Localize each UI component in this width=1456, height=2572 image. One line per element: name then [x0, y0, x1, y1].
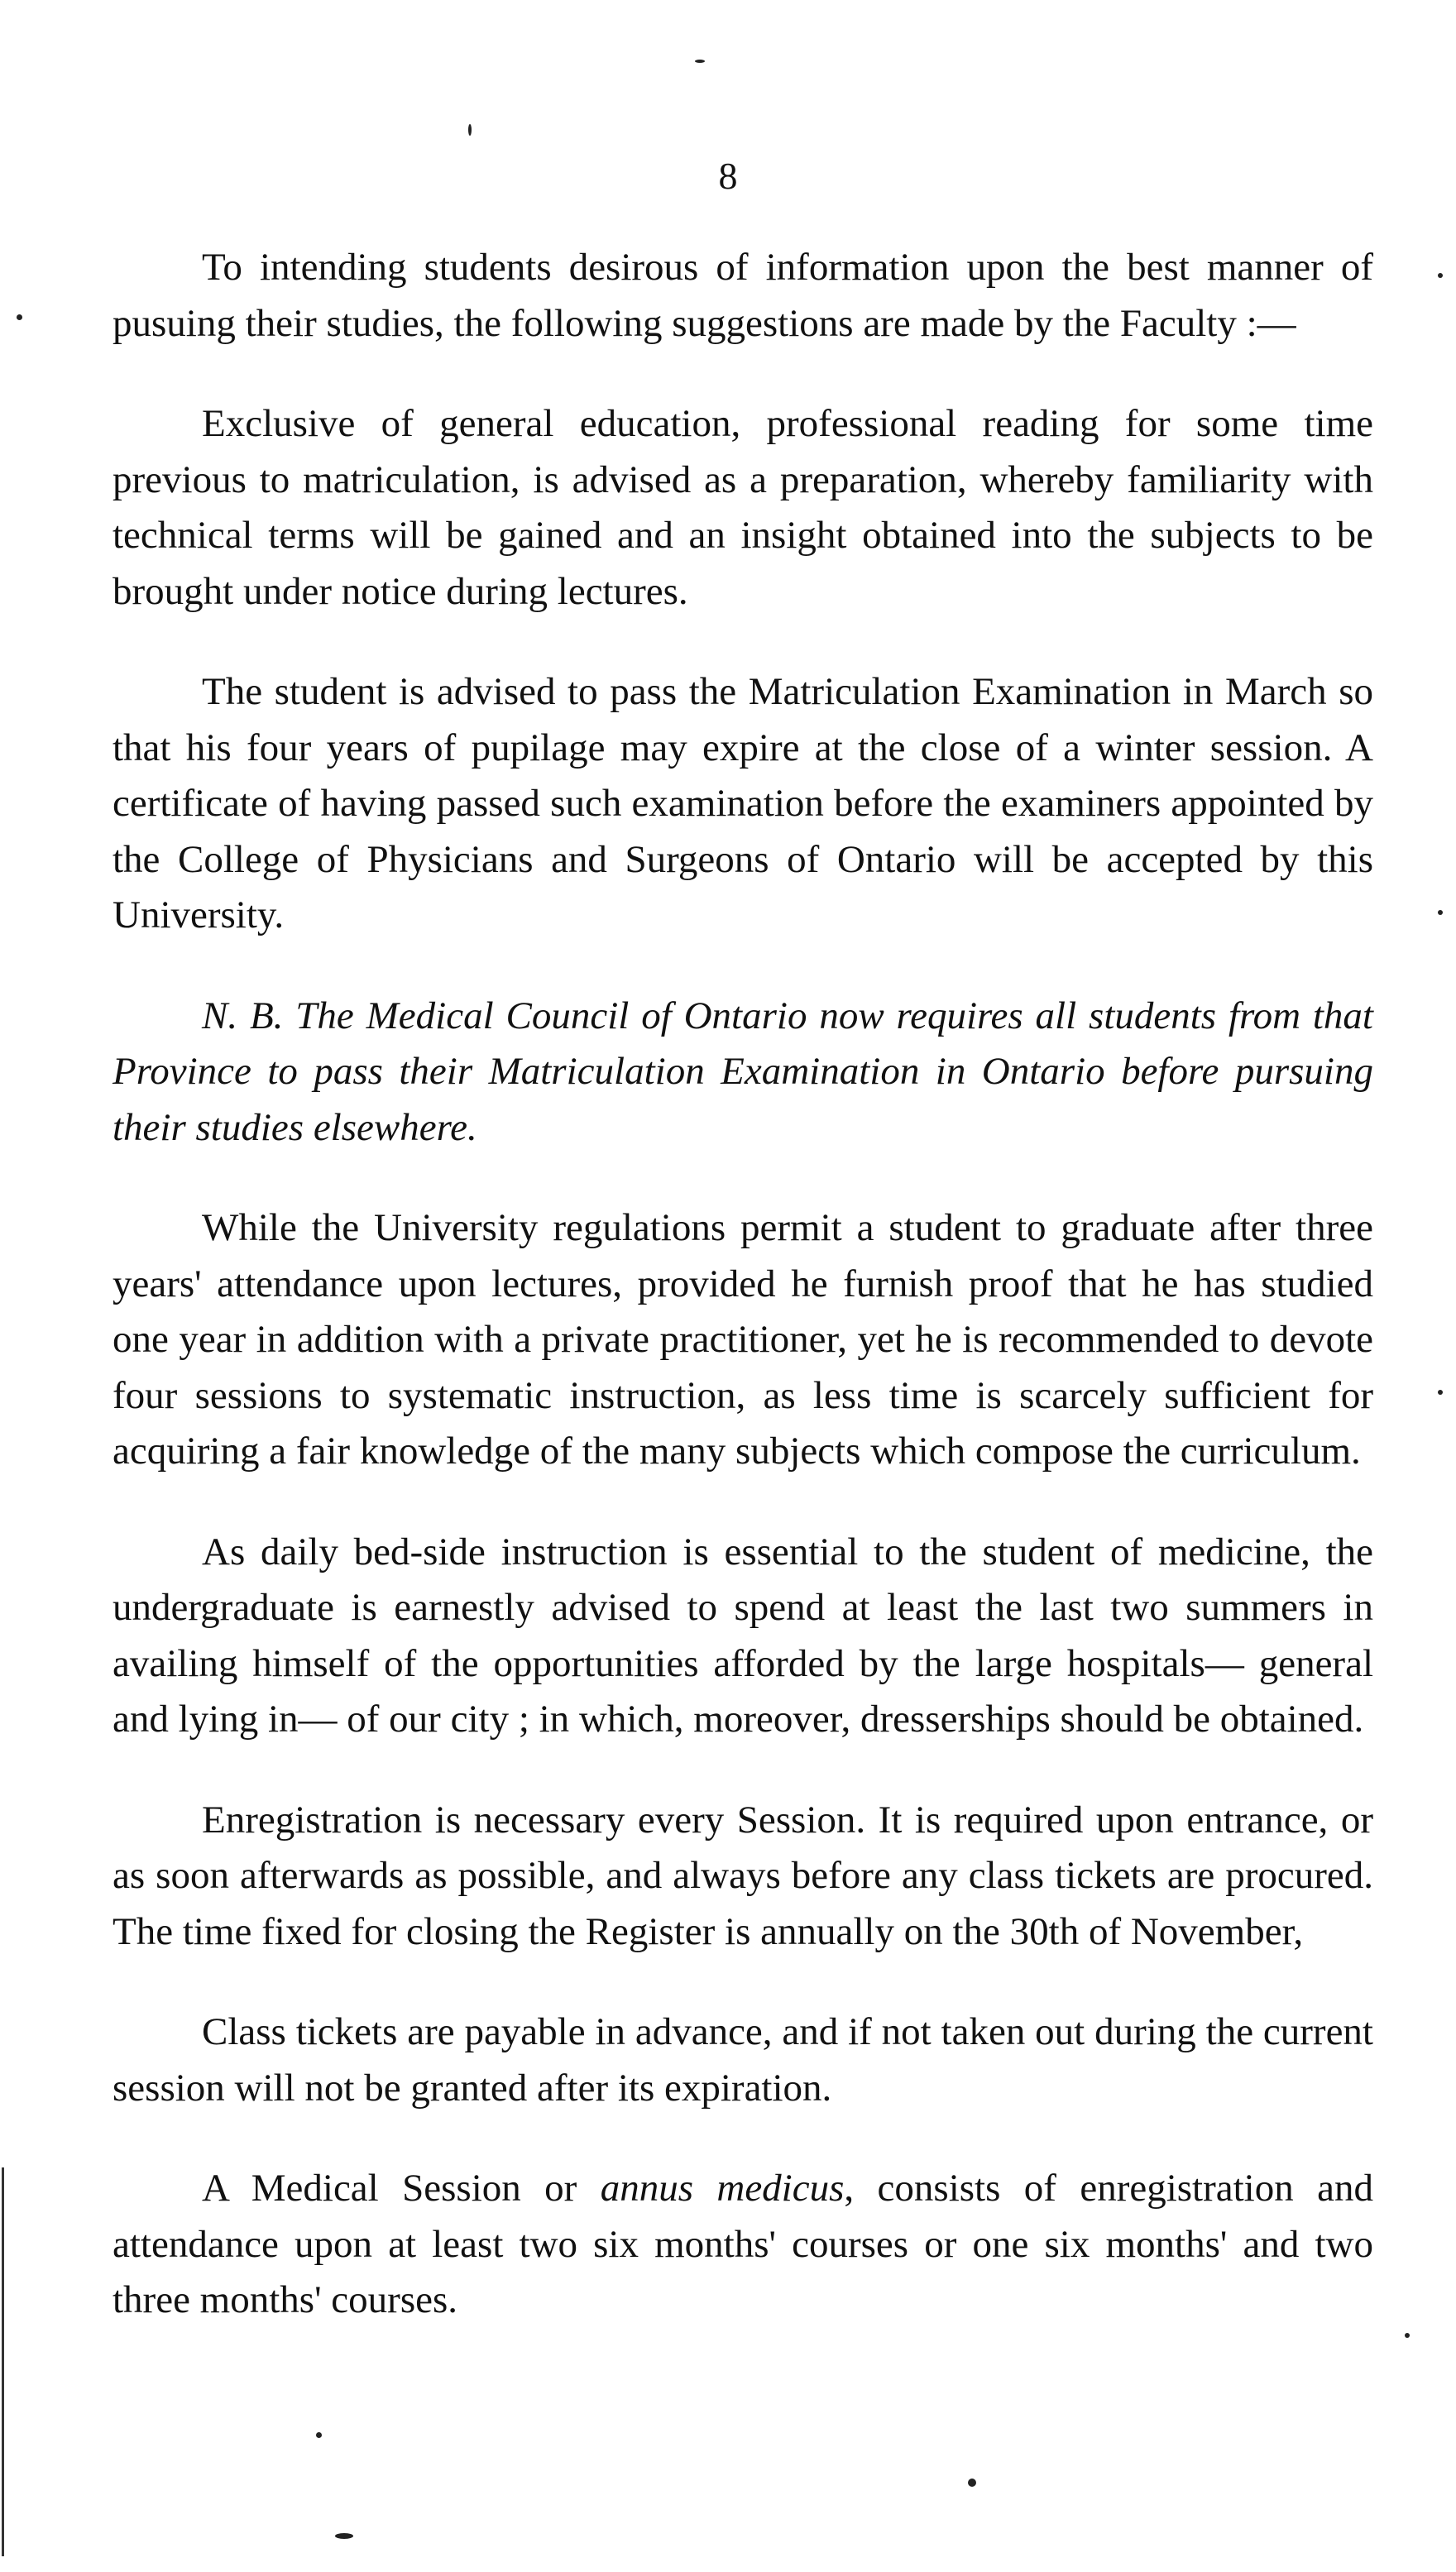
annus-medicus-term: annus medicus — [600, 2167, 845, 2210]
paragraph-intro: To intending students desirous of information upon the best manner of pusuing their studies, the following suggestions are made by the Faculty :— — [113, 246, 1373, 345]
paragraph-medical-session — [113, 2161, 1373, 2329]
paragraph-nota-bene: N. B. The Medical Council of Ontario now requires all students from that Province to pass their Matriculation Examination in Ontario before pursuing their studies elsewhere. — [113, 994, 1373, 1149]
paragraph-matriculation: The student is advised to pass the Matriculation Examination in March so that his four years of pupilage may expire at the close of a winter session. A certificate of having passed such examination before the examiners appointed by the College of Physicians and Surgeons of Ontario will be accepted by this University. — [113, 670, 1373, 936]
scan-speck — [1438, 910, 1443, 915]
medical-session-text-start: A Medical Session or — [202, 2167, 601, 2210]
page-number: 8 — [718, 155, 738, 197]
scan-speck — [1438, 1390, 1443, 1395]
scan-speck — [968, 2479, 976, 2487]
scan-speck — [1438, 273, 1443, 278]
medical-session-text-end: , consists of enregistration and attendance upon at least two six months' courses or one six months' and two three months' courses. — [113, 2167, 1373, 2321]
scan-speck — [468, 124, 472, 136]
scan-speck — [316, 2432, 322, 2438]
scan-speck — [1405, 2333, 1410, 2338]
paragraph-class-tickets: Class tickets are payable in advance, and if not taken out during the current session will not be granted after its expiration. — [113, 2010, 1373, 2110]
scan-speck — [695, 60, 705, 63]
paragraph-enregistration: Enregistration is necessary every Session. It is required upon entrance, or as soon afterwards as possible, and always before any class tickets are procured. The time fixed for closing the Register is annually on the 30th of November, — [113, 1798, 1373, 1953]
scan-margin-line — [2, 2167, 4, 2556]
paragraph-attendance: While the University regulations permit a student to graduate after three years' attendance upon lectures, provided he furnish proof that he has studied one year in addition with a private practitioner, yet he is recommended to devote four sessions to systematic instruction, as less time is scarcely sufficient for acquiring a fair knowledge of the many subjects which compose the curriculum. — [113, 1206, 1373, 1473]
paragraph-professional-reading: Exclusive of general education, professional reading for some time previous to matriculation, is advised as a preparation, whereby familiarity with technical terms will be gained and an insight obtained into the subjects to be brought under notice during lectures. — [113, 402, 1373, 613]
scan-speck — [17, 314, 22, 320]
scan-speck — [335, 2533, 353, 2539]
paragraph-bedside-instruction: As daily bed-side instruction is essential to the student of medicine, the undergraduate is earnestly advised to spend at least the last two summers in availing himself of the opportunities afforded by the large hospitals— general and lying in— of our city ; in which, moreover, dresserships should be obtained. — [113, 1530, 1373, 1741]
body-text — [113, 240, 1373, 2329]
